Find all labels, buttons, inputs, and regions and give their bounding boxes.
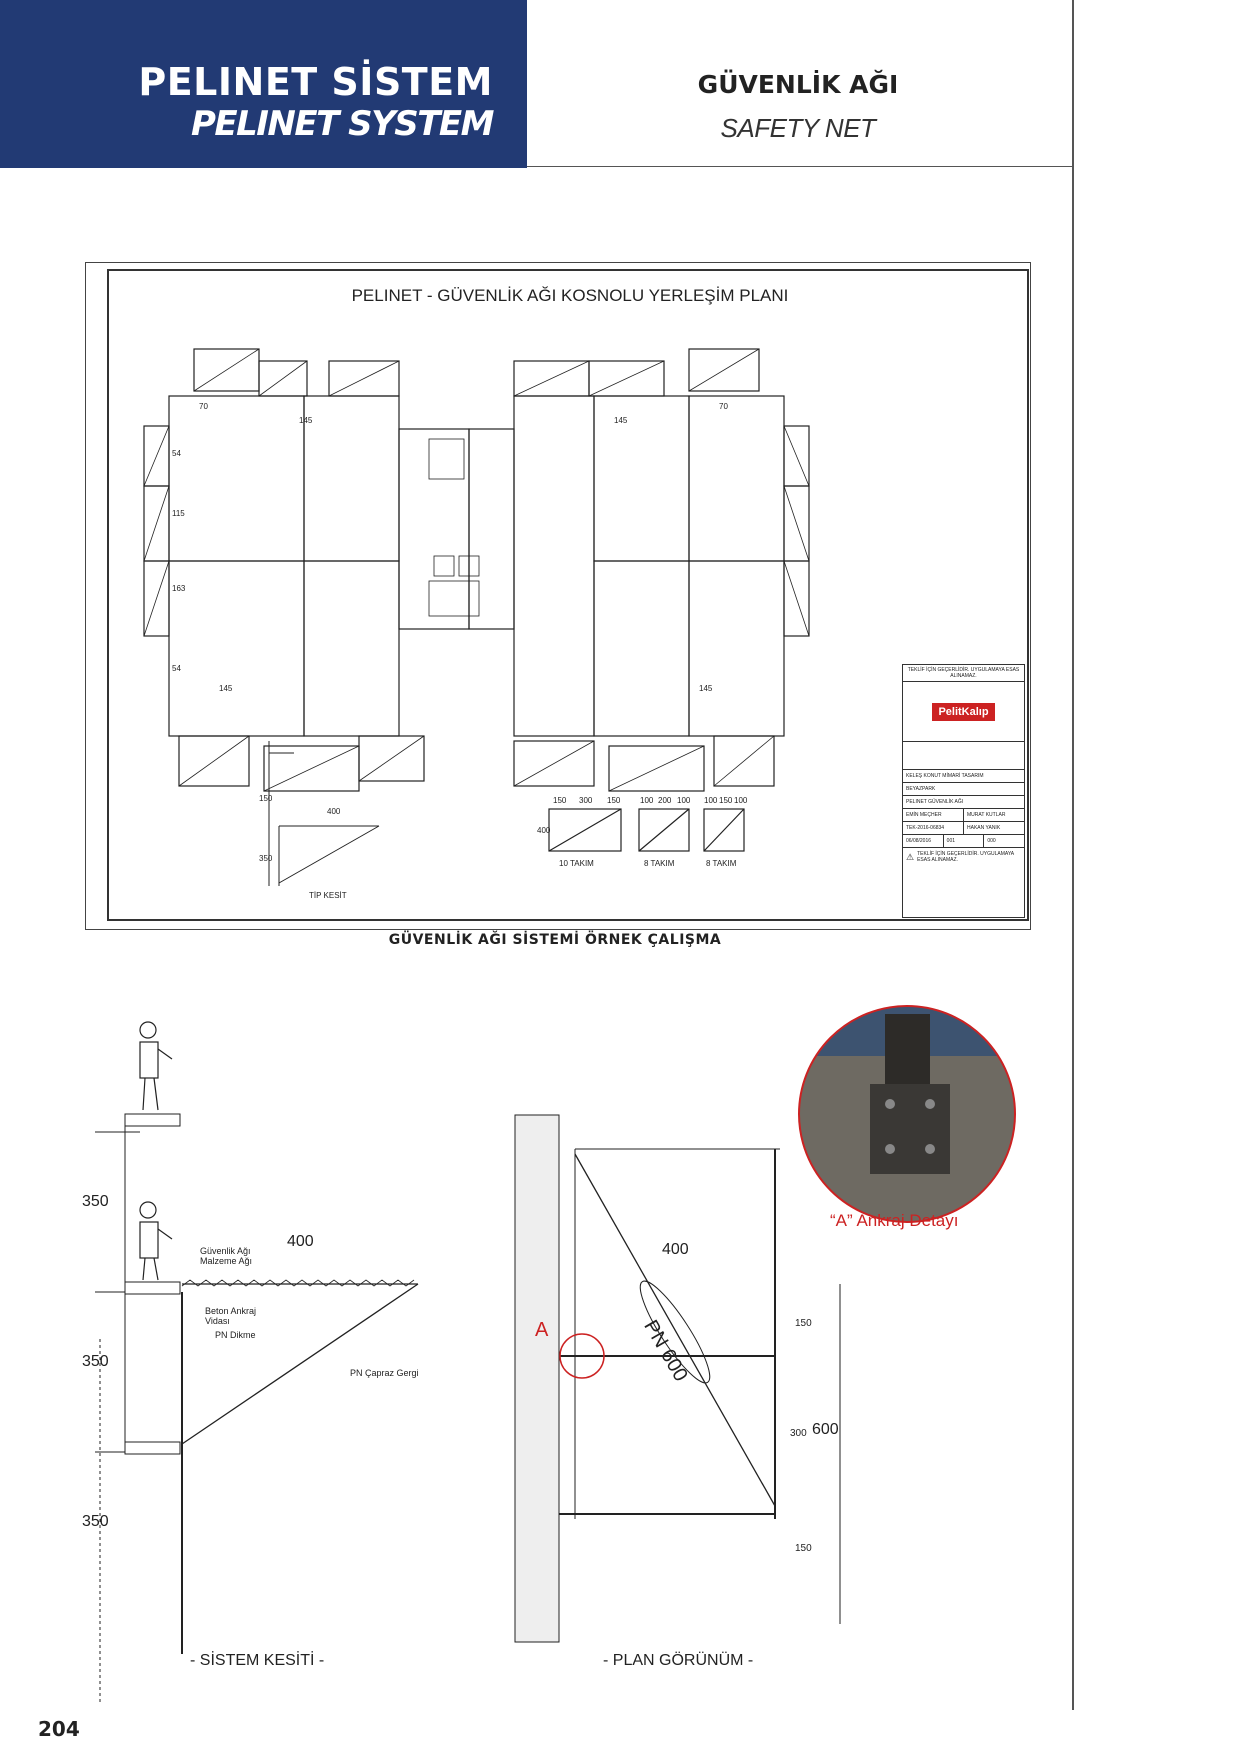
module-label: 8 TAKIM [644, 859, 675, 868]
label-brace: PN Çapraz Gergi [350, 1368, 419, 1378]
module-dim: 150 [719, 796, 733, 805]
net-width-dim: 400 [287, 1233, 314, 1250]
room-right-1 [514, 396, 594, 736]
dim-label: 70 [199, 402, 208, 411]
title-block-note-top: TEKLİF İÇİN GEÇERLİDİR. UYGULAMAYA ESAS ALINAMAZ. [903, 665, 1024, 682]
dim-label: 115 [172, 509, 185, 518]
room-left-2 [169, 561, 304, 736]
label-net: Güvenlik Ağı Malzeme Ağı [200, 1246, 253, 1266]
page-number: 204 [38, 1717, 80, 1741]
drawing-title: PELINET - GÜVENLİK AĞI KOSNOLU YERLEŞİM PLANI [351, 286, 789, 305]
tb-client: KELEŞ KONUT MİMARİ TASARIM [903, 770, 1024, 783]
module-dim: 400 [537, 826, 551, 835]
brand-logo: PelitKalıp [932, 703, 994, 721]
elevator [434, 556, 454, 576]
worker-figure [140, 1202, 172, 1280]
slab [125, 1114, 180, 1126]
tb-date: 06/08/2016 [903, 835, 944, 847]
subtitle-en: SAFETY NET [720, 113, 876, 143]
module-dim: 150 [607, 796, 621, 805]
company-info [903, 742, 1024, 770]
stair [429, 581, 479, 616]
core-left [399, 429, 469, 629]
dim-label: 145 [699, 684, 713, 693]
section-dim: 150 [259, 794, 273, 803]
module-label: 10 TAKIM [559, 859, 594, 868]
label-anchor: Beton Ankraj Vidası [205, 1306, 257, 1326]
anchor-marker-label: A [535, 1319, 549, 1341]
layout-plan-drawing [85, 262, 1031, 930]
label-post: PN Dikme [215, 1330, 256, 1340]
level-dim: 350 [82, 1193, 109, 1210]
tb-drawn: EMİN MEÇHER [903, 809, 964, 821]
module-dim: 100 [640, 796, 654, 805]
room-right-4 [689, 396, 784, 561]
dim-label: 145 [614, 416, 628, 425]
example-title: GÜVENLİK AĞI SİSTEMİ ÖRNEK ÇALIŞMA [388, 932, 722, 948]
dim-label: 70 [719, 402, 728, 411]
anchor-photo [799, 1006, 1015, 1222]
tb-offer-no: TEK-2016-06834 [903, 822, 964, 834]
plan-seg-dim: 300 [790, 1428, 807, 1439]
title-en: PELINET SYSTEM [190, 104, 493, 144]
module-label: 8 TAKIM [706, 859, 737, 868]
section-caption: - SİSTEM KESİTİ - [190, 1652, 325, 1669]
dim-label: 145 [299, 416, 313, 425]
plan-width-dim: 400 [662, 1241, 689, 1258]
plan-seg-dim: 150 [795, 1318, 812, 1329]
section-dim: 400 [327, 807, 341, 816]
section-dim: 350 [259, 854, 273, 863]
worker-figure [140, 1022, 172, 1110]
stair [429, 439, 464, 479]
plan-caption: - PLAN GÖRÜNÜM - [603, 1652, 754, 1669]
plan-total-dim: 600 [812, 1421, 839, 1438]
floor-plan-svg [109, 271, 1031, 923]
system-drawings-svg [0, 994, 1241, 1754]
dim-label: 54 [172, 664, 181, 673]
room-right-5 [689, 561, 784, 736]
slab [125, 1282, 180, 1294]
slab [125, 1442, 180, 1454]
room-left-1 [169, 396, 304, 561]
tip-kesit-label: TİP KESİT [309, 891, 347, 900]
subtitle-tr: GÜVENLİK AĞI [697, 70, 899, 99]
room-right-3 [594, 561, 689, 736]
room-left-3 [304, 396, 399, 561]
module-dim: 100 [704, 796, 718, 805]
tb-project: BEYAZPARK [903, 783, 1024, 796]
room-right-2 [594, 396, 689, 561]
tb-page: 001 [944, 835, 985, 847]
header-band [0, 0, 527, 168]
level-dim: 350 [82, 1513, 109, 1530]
title-block [902, 664, 1025, 918]
plan-seg-dim: 150 [795, 1543, 812, 1554]
subtitle-block [527, 70, 1069, 144]
title-block-brand [903, 682, 1024, 742]
module-dim: 100 [734, 796, 748, 805]
tb-checked: MURAT KUTLAR [967, 812, 1006, 818]
module-dim: 150 [553, 796, 567, 805]
tb-subject: PELINET GÜVENLİK AĞI [903, 796, 1024, 809]
level-dim: 350 [82, 1353, 109, 1370]
dim-label: 163 [172, 584, 186, 593]
tb-note-bottom: TEKLİF İÇİN GEÇERLİDİR. UYGULAMAYA ESAS ALINAMAZ. [917, 851, 1014, 863]
module-dim: 200 [658, 796, 672, 805]
drawing-frame [107, 269, 1029, 921]
module-dim: 300 [579, 796, 593, 805]
dim-label: 145 [219, 684, 233, 693]
room-left-4 [304, 561, 399, 736]
dim-label: 54 [172, 449, 181, 458]
tb-rev: 000 [987, 838, 996, 844]
title-tr: PELINET SİSTEM [138, 60, 493, 104]
warning-icon: ⚠ [906, 851, 915, 862]
anchor-detail-label: “A” Ankraj Detayı [830, 1211, 959, 1230]
header-divider [527, 166, 1074, 167]
brace-label: PN 600 [639, 1316, 692, 1386]
module-dim: 100 [677, 796, 691, 805]
wall [515, 1115, 559, 1642]
tb-manager: HAKAN YANIK [967, 825, 1001, 831]
core-right [469, 429, 514, 629]
